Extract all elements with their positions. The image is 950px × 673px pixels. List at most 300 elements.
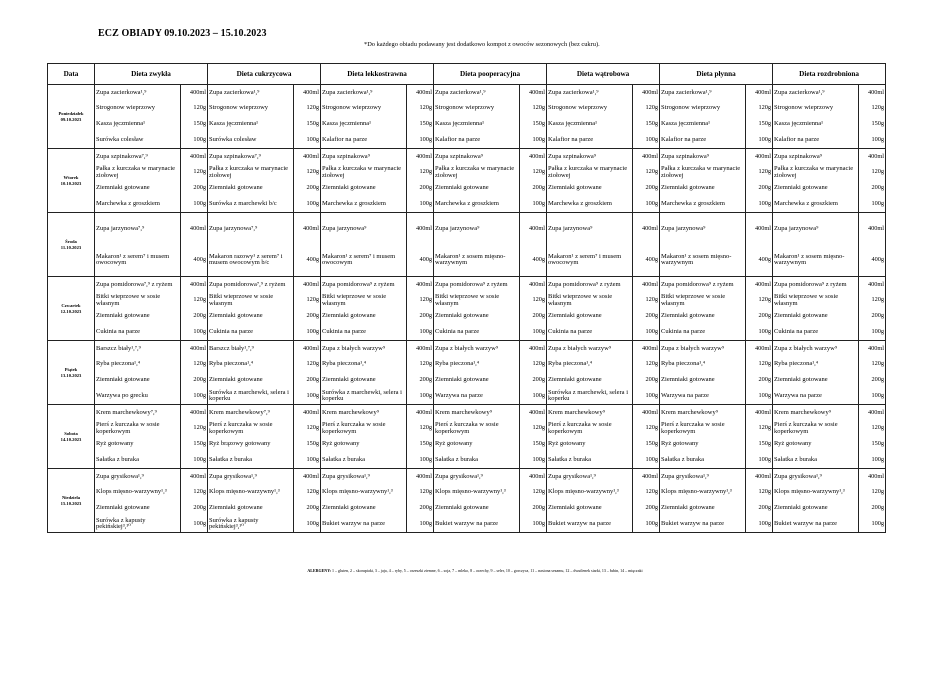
dish-portion: 400ml <box>520 85 547 101</box>
dish-portion: 120g <box>746 293 773 309</box>
day-name: Sobota <box>64 431 78 437</box>
dish-name: Ryba pieczona¹,⁴ <box>321 357 407 373</box>
page-title: ECZ OBIADY 09.10.2023 – 15.10.2023 <box>98 28 267 39</box>
dish-portion: 150g <box>294 117 321 133</box>
dish-portion: 200g <box>746 501 773 517</box>
dish-portion: 400ml <box>859 341 886 357</box>
dish-portion: 120g <box>746 101 773 117</box>
menu-row <box>48 181 886 197</box>
dish-portion: 400ml <box>407 405 434 421</box>
dish-portion: 400ml <box>859 149 886 165</box>
dish-name: Ziemniaki gotowane <box>434 181 520 197</box>
dish-name: Warzywa na parze <box>773 389 859 405</box>
dish-name: Zupa grysikowa¹,⁹ <box>660 469 746 485</box>
dish-portion: 100g <box>746 389 773 405</box>
dish-name: Sałatka z buraka <box>547 453 633 469</box>
dish-name: Zupa pomidorowa⁹ z ryżem <box>547 277 633 293</box>
dish-name: Zupa szpinakowa⁹ <box>773 149 859 165</box>
menu-row <box>48 389 886 405</box>
header-diet-liquid: Dieta płynna <box>660 64 773 85</box>
dish-portion: 100g <box>181 325 208 341</box>
dish-portion: 120g <box>407 293 434 309</box>
dish-name: Ryż gotowany <box>434 437 520 453</box>
dish-name: Strogonow wieprzowy <box>773 101 859 117</box>
dish-portion: 120g <box>294 293 321 309</box>
dish-name: Makaron¹ z sosem mięsno-warzywnym <box>434 245 520 277</box>
dish-name: Strogonow wieprzowy <box>434 101 520 117</box>
compote-note: *Do każdego obiadu podawany jest dodatkowo kompot z owoców sezonowych (bez cukru). <box>364 41 600 48</box>
dish-name: Pałka z kurczaka w marynacie ziołowej <box>660 165 746 181</box>
dish-portion: 400ml <box>181 469 208 485</box>
allergens-label: ALERGENY: <box>307 568 332 573</box>
dish-portion: 100g <box>181 389 208 405</box>
day-name: Czwartek <box>61 303 81 309</box>
dish-portion: 100g <box>859 325 886 341</box>
menu-row <box>48 357 886 373</box>
dish-name: Cukinia na parze <box>95 325 181 341</box>
dish-portion: 200g <box>746 373 773 389</box>
menu-row <box>48 341 886 357</box>
dish-name: Ryż gotowany <box>321 437 407 453</box>
dish-portion: 100g <box>407 197 434 213</box>
dish-portion: 200g <box>520 501 547 517</box>
allergens-text: 1 – gluten, 2 – skorupiaki, 3 – jaja, 4 – ryby, 5 – orzeszki ziemne, 6 – soja, 7 – mleko, 8 – orzechy, 9 – seler, 10 – gorczyca, 11 – nasiona sezamu, 12 – dwutlenek siarki, 13 – łubin, 14 – mięczaki <box>332 568 643 573</box>
dish-name: Marchewka z groszkiem <box>547 197 633 213</box>
menu-row <box>48 213 886 245</box>
dish-name: Pałka z kurczaka w marynacie ziołowej <box>208 165 294 181</box>
dish-name: Ziemniaki gotowane <box>434 373 520 389</box>
menu-row <box>48 197 886 213</box>
dish-portion: 400g <box>859 245 886 277</box>
dish-name: Marchewka z groszkiem <box>660 197 746 213</box>
day-cell <box>48 405 95 469</box>
dish-portion: 100g <box>633 517 660 533</box>
header-date: Data <box>48 64 95 85</box>
dish-portion: 400ml <box>746 213 773 245</box>
dish-portion: 100g <box>520 389 547 405</box>
menu-row <box>48 101 886 117</box>
dish-portion: 400ml <box>520 341 547 357</box>
dish-name: Zupa grysikowa¹,⁹ <box>95 469 181 485</box>
day-date: 12.10.2023 <box>60 308 82 314</box>
dish-name: Makaron¹ z serem⁷ i musem owocowym <box>95 245 181 277</box>
dish-name: Cukinia na parze <box>660 325 746 341</box>
dish-name: Zupa szpinakowa⁹ <box>547 149 633 165</box>
dish-portion: 100g <box>407 133 434 149</box>
dish-name: Zupa zacierkowa¹,⁹ <box>434 85 520 101</box>
dish-portion: 200g <box>294 309 321 325</box>
dish-portion: 400ml <box>520 405 547 421</box>
dish-portion: 150g <box>859 117 886 133</box>
dish-portion: 400ml <box>181 277 208 293</box>
dish-portion: 100g <box>633 197 660 213</box>
dish-name: Bitki wieprzowe w sosie własnym <box>660 293 746 309</box>
dish-portion: 400ml <box>859 277 886 293</box>
menu-row <box>48 405 886 421</box>
dish-portion: 400ml <box>633 341 660 357</box>
dish-portion: 400ml <box>407 277 434 293</box>
dish-name: Ziemniaki gotowane <box>321 373 407 389</box>
dish-portion: 400ml <box>859 213 886 245</box>
dish-name: Pałka z kurczaka w marynacie ziołowej <box>773 165 859 181</box>
dish-name: Bitki wieprzowe w sosie własnym <box>208 293 294 309</box>
header-diet-light: Dieta lekkostrawna <box>321 64 434 85</box>
dish-portion: 200g <box>294 181 321 197</box>
dish-name: Ziemniaki gotowane <box>95 181 181 197</box>
dish-portion: 100g <box>633 133 660 149</box>
dish-name: Bitki wieprzowe w sosie własnym <box>95 293 181 309</box>
dish-portion: 400ml <box>520 277 547 293</box>
dish-name: Surówka z kapusty pekińskiej³,¹⁰ <box>95 517 181 533</box>
dish-portion: 400g <box>520 245 547 277</box>
dish-name: Zupa z białych warzyw⁹ <box>434 341 520 357</box>
day-name: Niedziela <box>61 495 81 501</box>
dish-name: Kasza jęczmienna¹ <box>95 117 181 133</box>
dish-name: Surówka colesław <box>95 133 181 149</box>
dish-portion: 150g <box>746 117 773 133</box>
dish-portion: 400ml <box>407 85 434 101</box>
dish-portion: 100g <box>859 389 886 405</box>
dish-portion: 400ml <box>181 405 208 421</box>
dish-portion: 400ml <box>520 149 547 165</box>
dish-name: Ryż brązowy gotowany <box>208 437 294 453</box>
dish-name: Bitki wieprzowe w sosie własnym <box>773 293 859 309</box>
dish-portion: 120g <box>520 421 547 437</box>
dish-name: Zupa z białych warzyw⁹ <box>773 341 859 357</box>
dish-name: Ziemniaki gotowane <box>660 309 746 325</box>
dish-name: Pierś z kurczaka w sosie koperkowym <box>208 421 294 437</box>
menu-body <box>48 85 886 533</box>
dish-portion: 150g <box>859 437 886 453</box>
dish-portion: 100g <box>407 389 434 405</box>
header-diet-postoperative: Dieta pooperacyjna <box>434 64 547 85</box>
menu-row <box>48 133 886 149</box>
dish-name: Ziemniaki gotowane <box>208 501 294 517</box>
dish-name: Kalafior na parze <box>773 133 859 149</box>
dish-portion: 120g <box>746 165 773 181</box>
dish-portion: 400ml <box>746 85 773 101</box>
dish-portion: 120g <box>520 485 547 501</box>
dish-name: Zupa szpinakowa⁹ <box>321 149 407 165</box>
dish-name: Cukinia na parze <box>773 325 859 341</box>
dish-portion: 150g <box>633 117 660 133</box>
dish-name: Zupa grysikowa¹,⁹ <box>208 469 294 485</box>
dish-name: Makaron¹ z serem⁷ i musem owocowym <box>321 245 407 277</box>
dish-portion: 200g <box>407 181 434 197</box>
dish-name: Ryż gotowany <box>660 437 746 453</box>
dish-name: Surówka z marchewki, selera i koperku <box>547 389 633 405</box>
day-name: Środa <box>65 239 77 245</box>
dish-name: Surówka z marchewki, selera i koperku <box>208 389 294 405</box>
dish-portion: 120g <box>859 485 886 501</box>
dish-name: Zupa zacierkowa¹,⁹ <box>773 85 859 101</box>
dish-name: Makaron¹ z serem⁷ i musem owocowym <box>547 245 633 277</box>
dish-portion: 200g <box>407 309 434 325</box>
dish-portion: 400ml <box>859 405 886 421</box>
day-date: 14.10.2023 <box>60 436 82 442</box>
dish-portion: 400g <box>294 245 321 277</box>
dish-name: Zupa pomidorowa⁷,⁹ z ryżem <box>208 277 294 293</box>
dish-portion: 100g <box>181 453 208 469</box>
dish-name: Zupa szpinakowa⁹ <box>434 149 520 165</box>
dish-portion: 120g <box>633 357 660 373</box>
dish-portion: 100g <box>859 517 886 533</box>
dish-name: Sałatka z buraka <box>95 453 181 469</box>
dish-portion: 400ml <box>746 341 773 357</box>
dish-name: Zupa grysikowa¹,⁹ <box>321 469 407 485</box>
dish-name: Kasza jęczmienna¹ <box>660 117 746 133</box>
dish-portion: 120g <box>859 421 886 437</box>
menu-row <box>48 373 886 389</box>
dish-portion: 400ml <box>520 469 547 485</box>
dish-name: Bukiet warzyw na parze <box>434 517 520 533</box>
dish-name: Sałatka z buraka <box>434 453 520 469</box>
dish-name: Kasza jęczmienna¹ <box>773 117 859 133</box>
dish-name: Zupa pomidorowa⁹ z ryżem <box>773 277 859 293</box>
dish-portion: 120g <box>181 165 208 181</box>
dish-name: Kalafior na parze <box>321 133 407 149</box>
dish-name: Zupa jarzynowa⁹ <box>660 213 746 245</box>
dish-name: Kalafior na parze <box>547 133 633 149</box>
dish-portion: 200g <box>294 373 321 389</box>
dish-name: Bitki wieprzowe w sosie własnym <box>547 293 633 309</box>
dish-name: Ziemniaki gotowane <box>95 501 181 517</box>
dish-portion: 400ml <box>181 85 208 101</box>
dish-name: Ziemniaki gotowane <box>547 501 633 517</box>
dish-name: Warzywa na parze <box>434 389 520 405</box>
dish-portion: 120g <box>181 293 208 309</box>
dish-portion: 100g <box>859 133 886 149</box>
dish-portion: 100g <box>294 453 321 469</box>
dish-portion: 100g <box>294 197 321 213</box>
dish-name: Ziemniaki gotowane <box>95 373 181 389</box>
menu-row <box>48 165 886 181</box>
dish-portion: 400g <box>746 245 773 277</box>
dish-name: Ziemniaki gotowane <box>208 309 294 325</box>
dish-portion: 400ml <box>294 85 321 101</box>
dish-portion: 400ml <box>746 469 773 485</box>
dish-portion: 120g <box>859 101 886 117</box>
dish-name: Sałatka z buraka <box>208 453 294 469</box>
dish-name: Ziemniaki gotowane <box>660 373 746 389</box>
dish-name: Zupa z białych warzyw⁹ <box>321 341 407 357</box>
dish-portion: 150g <box>181 437 208 453</box>
dish-portion: 100g <box>746 325 773 341</box>
dish-name: Klops mięsno-warzywny¹,³ <box>547 485 633 501</box>
dish-name: Strogonow wieprzowy <box>660 101 746 117</box>
day-date: 15.10.2023 <box>60 500 82 506</box>
allergens-footer <box>0 568 950 573</box>
dish-portion: 400ml <box>520 213 547 245</box>
dish-name: Ziemniaki gotowane <box>773 309 859 325</box>
dish-name: Zupa szpinakowa⁹ <box>660 149 746 165</box>
dish-name: Klops mięsno-warzywny¹,³ <box>660 485 746 501</box>
dish-name: Ziemniaki gotowane <box>434 309 520 325</box>
dish-name: Zupa zacierkowa¹,⁹ <box>208 85 294 101</box>
dish-portion: 200g <box>520 181 547 197</box>
dish-portion: 400ml <box>294 405 321 421</box>
header-diet-liver: Dieta wątrobowa <box>547 64 660 85</box>
dish-name: Ziemniaki gotowane <box>547 181 633 197</box>
header-row <box>48 64 886 85</box>
dish-portion: 400ml <box>181 149 208 165</box>
dish-name: Ziemniaki gotowane <box>660 181 746 197</box>
dish-portion: 200g <box>746 181 773 197</box>
dish-portion: 200g <box>407 373 434 389</box>
dish-name: Barszcz biały¹,⁷,⁹ <box>208 341 294 357</box>
dish-name: Ziemniaki gotowane <box>208 181 294 197</box>
dish-name: Ryba pieczona¹,⁴ <box>208 357 294 373</box>
dish-portion: 100g <box>746 517 773 533</box>
menu-row <box>48 117 886 133</box>
dish-name: Pałka z kurczaka w marynacie ziołowej <box>434 165 520 181</box>
dish-portion: 120g <box>520 293 547 309</box>
dish-name: Kasza jęczmienna¹ <box>208 117 294 133</box>
dish-portion: 100g <box>407 325 434 341</box>
dish-portion: 200g <box>181 373 208 389</box>
dish-portion: 200g <box>859 373 886 389</box>
dish-portion: 120g <box>407 165 434 181</box>
header-diet-regular: Dieta zwykła <box>95 64 208 85</box>
dish-name: Krem marchewkowy⁷,⁹ <box>208 405 294 421</box>
menu-table <box>47 63 886 533</box>
menu-row <box>48 277 886 293</box>
dish-portion: 400ml <box>633 213 660 245</box>
dish-name: Ziemniaki gotowane <box>660 501 746 517</box>
dish-name: Krem marchewkowy⁹ <box>547 405 633 421</box>
dish-portion: 120g <box>859 165 886 181</box>
dish-name: Makaron¹ z sosem mięsno-warzywnym <box>773 245 859 277</box>
dish-name: Marchewka z groszkiem <box>773 197 859 213</box>
dish-portion: 100g <box>520 453 547 469</box>
dish-portion: 120g <box>181 357 208 373</box>
dish-name: Cukinia na parze <box>547 325 633 341</box>
dish-portion: 400ml <box>407 149 434 165</box>
dish-name: Ryba pieczona¹,⁴ <box>660 357 746 373</box>
dish-name: Zupa pomidorowa⁷,⁹ z ryżem <box>95 277 181 293</box>
dish-name: Marchewka z groszkiem <box>95 197 181 213</box>
dish-portion: 120g <box>294 485 321 501</box>
dish-portion: 120g <box>407 421 434 437</box>
dish-name: Marchewka z groszkiem <box>434 197 520 213</box>
menu-row <box>48 245 886 277</box>
dish-name: Klops mięsno-warzywny¹,³ <box>208 485 294 501</box>
dish-name: Zupa grysikowa¹,⁹ <box>434 469 520 485</box>
dish-name: Bukiet warzyw na parze <box>547 517 633 533</box>
day-cell <box>48 277 95 341</box>
dish-name: Zupa szpinakowa⁷,⁹ <box>95 149 181 165</box>
dish-portion: 400ml <box>746 277 773 293</box>
dish-name: Cukinia na parze <box>208 325 294 341</box>
dish-name: Kasza jęczmienna¹ <box>434 117 520 133</box>
dish-name: Zupa szpinakowa⁷,⁹ <box>208 149 294 165</box>
dish-name: Makaron razowy¹ z serem⁷ i musem owocowym b/c <box>208 245 294 277</box>
dish-portion: 200g <box>859 181 886 197</box>
menu-row <box>48 85 886 101</box>
dish-portion: 150g <box>407 437 434 453</box>
dish-portion: 120g <box>407 101 434 117</box>
dish-portion: 200g <box>633 373 660 389</box>
dish-portion: 120g <box>746 485 773 501</box>
dish-portion: 200g <box>746 309 773 325</box>
dish-portion: 100g <box>633 453 660 469</box>
day-cell <box>48 85 95 149</box>
dish-name: Marchewka z groszkiem <box>321 197 407 213</box>
dish-portion: 120g <box>294 101 321 117</box>
dish-name: Bukiet warzyw na parze <box>321 517 407 533</box>
dish-name: Cukinia na parze <box>321 325 407 341</box>
dish-portion: 120g <box>633 165 660 181</box>
dish-name: Ryba pieczona¹,⁴ <box>95 357 181 373</box>
dish-portion: 120g <box>859 293 886 309</box>
dish-portion: 400ml <box>294 149 321 165</box>
dish-portion: 200g <box>520 373 547 389</box>
dish-portion: 120g <box>294 357 321 373</box>
dish-portion: 400ml <box>407 469 434 485</box>
menu-row <box>48 149 886 165</box>
menu-row <box>48 437 886 453</box>
dish-portion: 100g <box>181 197 208 213</box>
dish-name: Ziemniaki gotowane <box>773 373 859 389</box>
dish-portion: 200g <box>294 501 321 517</box>
dish-portion: 120g <box>294 165 321 181</box>
dish-name: Pierś z kurczaka w sosie koperkowym <box>321 421 407 437</box>
dish-name: Krem marchewkowy⁹ <box>773 405 859 421</box>
dish-name: Krem marchewkowy⁹ <box>434 405 520 421</box>
day-name: Wtorek <box>63 175 79 181</box>
dish-portion: 100g <box>294 133 321 149</box>
menu-row <box>48 469 886 485</box>
dish-name: Krem marchewkowy⁹ <box>660 405 746 421</box>
dish-portion: 120g <box>633 293 660 309</box>
dish-portion: 100g <box>294 325 321 341</box>
dish-name: Ryż gotowany <box>547 437 633 453</box>
dish-name: Ziemniaki gotowane <box>321 309 407 325</box>
dish-name: Klops mięsno-warzywny¹,³ <box>773 485 859 501</box>
menu-row <box>48 293 886 309</box>
dish-portion: 150g <box>520 437 547 453</box>
header-diet-minced: Dieta rozdrobniona <box>773 64 886 85</box>
dish-portion: 100g <box>746 453 773 469</box>
dish-portion: 120g <box>859 357 886 373</box>
dish-portion: 400ml <box>633 469 660 485</box>
dish-portion: 400ml <box>407 213 434 245</box>
dish-name: Zupa grysikowa¹,⁹ <box>773 469 859 485</box>
dish-name: Zupa jarzynowa⁹ <box>321 213 407 245</box>
dish-name: Sałatka z buraka <box>321 453 407 469</box>
dish-name: Pierś z kurczaka w sosie koperkowym <box>547 421 633 437</box>
dish-portion: 150g <box>520 117 547 133</box>
dish-name: Barszcz biały¹,⁷,⁹ <box>95 341 181 357</box>
dish-portion: 400ml <box>294 277 321 293</box>
dish-name: Zupa zacierkowa¹,⁹ <box>660 85 746 101</box>
dish-portion: 100g <box>746 197 773 213</box>
day-date: 11.10.2023 <box>60 244 82 250</box>
dish-portion: 100g <box>520 133 547 149</box>
dish-name: Zupa zacierkowa¹,⁹ <box>547 85 633 101</box>
dish-name: Kasza jęczmienna¹ <box>321 117 407 133</box>
dish-portion: 200g <box>633 501 660 517</box>
dish-name: Ziemniaki gotowane <box>208 373 294 389</box>
dish-portion: 120g <box>633 421 660 437</box>
dish-name: Ryba pieczona¹,⁴ <box>773 357 859 373</box>
dish-portion: 400g <box>407 245 434 277</box>
day-name: Poniedziałek <box>58 111 84 117</box>
dish-portion: 200g <box>181 181 208 197</box>
dish-portion: 120g <box>633 485 660 501</box>
dish-portion: 400ml <box>746 405 773 421</box>
dish-name: Zupa jarzynowa⁹ <box>547 213 633 245</box>
